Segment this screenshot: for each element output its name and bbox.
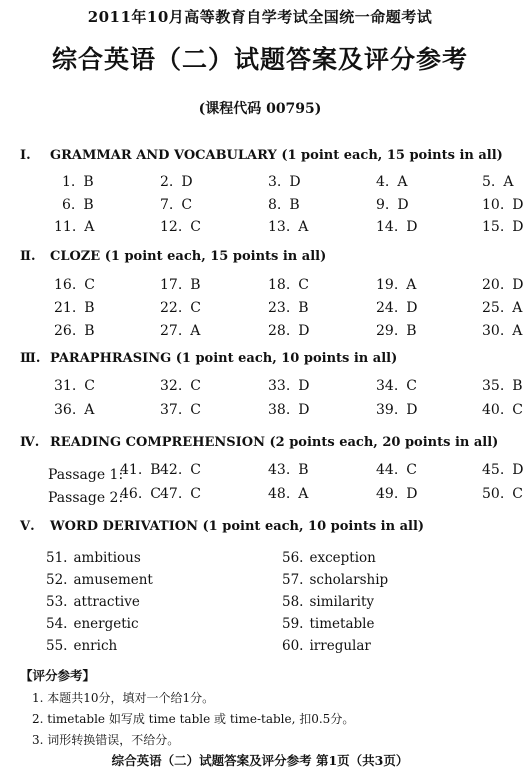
answer-letter: B	[289, 197, 300, 213]
answer-item	[376, 378, 417, 394]
derivation-item	[46, 594, 140, 610]
section-number: Ⅴ.	[20, 519, 35, 534]
question-number: 4.	[376, 174, 390, 190]
derived-word: energetic	[73, 616, 139, 632]
question-number: 55.	[46, 638, 68, 654]
note-item: 1. 本题共10分，填对一个给1分。	[32, 691, 215, 705]
derived-word: amusement	[73, 572, 153, 588]
answer-item	[268, 219, 308, 235]
passage-label-2: Passage 2:	[48, 490, 124, 506]
answer-letter: D	[397, 197, 409, 213]
answer-item	[376, 219, 418, 235]
answer-item	[160, 402, 201, 418]
answer-letter: A	[190, 323, 201, 339]
answer-letter: C	[190, 219, 201, 235]
derived-word: scholarship	[309, 572, 389, 588]
answer-item	[160, 219, 201, 235]
answer-letter: A	[397, 174, 408, 190]
derivation-item	[282, 638, 371, 654]
answer-item	[54, 300, 95, 316]
question-number: 49.	[376, 486, 399, 502]
question-number: 25.	[482, 300, 505, 316]
question-number: 58.	[282, 594, 304, 610]
question-number: 27.	[160, 323, 183, 339]
answer-letter: B	[84, 300, 95, 316]
answer-item	[54, 378, 95, 394]
question-number: 33.	[268, 378, 291, 394]
question-number: 39.	[376, 402, 399, 418]
question-number: 52.	[46, 572, 68, 588]
answer-item	[376, 300, 418, 316]
answer-item	[482, 174, 513, 190]
answer-item	[120, 462, 161, 478]
section-heading-2	[20, 249, 326, 264]
answer-item	[54, 219, 94, 235]
question-number: 34.	[376, 378, 399, 394]
question-number: 26.	[54, 323, 77, 339]
answer-item	[268, 323, 310, 339]
derivation-item	[46, 572, 153, 588]
answer-letter: B	[512, 378, 523, 394]
question-number: 36.	[54, 402, 77, 418]
derived-word: ambitious	[73, 550, 141, 566]
question-number: 45.	[482, 462, 505, 478]
question-number: 8.	[268, 197, 282, 213]
answer-item	[482, 277, 524, 293]
question-number: 42.	[160, 462, 183, 478]
section-title: GRAMMAR AND VOCABULARY (1 point each, 15 points in all)	[50, 148, 503, 163]
answer-letter: C	[190, 300, 201, 316]
answer-item	[376, 402, 418, 418]
course-code: (课程代码 00795)	[198, 101, 322, 117]
answer-item	[160, 197, 192, 213]
answer-letter: D	[512, 462, 524, 478]
answer-letter: D	[512, 277, 524, 293]
answer-item	[482, 219, 524, 235]
section-title: READING COMPREHENSION (2 points each, 20 points in all)	[50, 435, 499, 450]
answer-letter: B	[190, 277, 201, 293]
question-number: 38.	[268, 402, 291, 418]
answer-letter: D	[298, 378, 310, 394]
answer-letter: A	[512, 300, 523, 316]
question-number: 60.	[282, 638, 304, 654]
question-number: 31.	[54, 378, 77, 394]
question-number: 1.	[62, 174, 76, 190]
answer-letter: C	[150, 486, 161, 502]
question-number: 54.	[46, 616, 68, 632]
answer-letter: C	[84, 378, 95, 394]
section-title: WORD DERIVATION (1 point each, 10 points in all)	[50, 519, 425, 534]
answer-letter: B	[83, 197, 94, 213]
question-number: 5.	[482, 174, 496, 190]
derived-word: attractive	[73, 594, 140, 610]
answer-letter: A	[512, 323, 523, 339]
answer-item	[482, 462, 524, 478]
answer-letter: A	[406, 277, 417, 293]
answer-item	[160, 277, 201, 293]
answer-item	[268, 174, 301, 190]
answer-item	[268, 277, 309, 293]
question-number: 41.	[120, 462, 143, 478]
answer-item	[376, 174, 407, 190]
derivation-item	[282, 616, 374, 632]
answer-item	[268, 197, 300, 213]
answer-item	[268, 402, 310, 418]
question-number: 22.	[160, 300, 183, 316]
answer-item	[376, 197, 409, 213]
passage-label-1: Passage 1:	[48, 467, 124, 483]
page-title: 综合英语（二）试题答案及评分参考	[51, 45, 468, 74]
answer-letter: C	[84, 277, 95, 293]
answer-item	[482, 486, 523, 502]
answer-item	[268, 300, 309, 316]
derived-word: enrich	[73, 638, 118, 654]
question-number: 53.	[46, 594, 68, 610]
answer-letter: D	[512, 197, 524, 213]
section-number: Ⅱ.	[20, 249, 36, 264]
question-number: 20.	[482, 277, 505, 293]
question-number: 3.	[268, 174, 282, 190]
answer-item	[160, 174, 193, 190]
answer-letter: B	[150, 462, 161, 478]
answer-letter: B	[84, 323, 95, 339]
section-heading-1	[20, 148, 503, 163]
answer-item	[54, 402, 94, 418]
answer-item	[482, 378, 523, 394]
answer-item	[160, 486, 201, 502]
answer-item	[482, 197, 524, 213]
answer-letter: D	[406, 300, 418, 316]
question-number: 30.	[482, 323, 505, 339]
answer-item	[120, 486, 161, 502]
answer-item	[160, 378, 201, 394]
exam-header: 2011年10月高等教育自学考试全国统一命题考试	[87, 8, 433, 26]
page-footer: 综合英语（二）试题答案及评分参考 第1页（共3页）	[111, 753, 409, 768]
question-number: 15.	[482, 219, 505, 235]
answer-item	[376, 486, 418, 502]
question-number: 59.	[282, 616, 304, 632]
answer-item	[376, 462, 417, 478]
answer-letter: C	[190, 402, 201, 418]
section-heading-5	[20, 519, 424, 534]
answer-letter: C	[190, 378, 201, 394]
question-number: 46.	[120, 486, 143, 502]
question-number: 14.	[376, 219, 399, 235]
answer-letter: B	[406, 323, 417, 339]
question-number: 10.	[482, 197, 505, 213]
derivation-item	[46, 550, 141, 566]
answer-letter: A	[84, 219, 95, 235]
answer-letter: A	[298, 219, 309, 235]
question-number: 21.	[54, 300, 77, 316]
answer-letter: B	[298, 462, 309, 478]
answer-letter: C	[406, 378, 417, 394]
derivation-item	[46, 638, 117, 654]
note-item: 3. 词形转换错误，不给分。	[32, 733, 180, 747]
question-number: 17.	[160, 277, 183, 293]
answer-letter: D	[181, 174, 193, 190]
answer-letter: A	[84, 402, 95, 418]
question-number: 11.	[54, 219, 77, 235]
answer-letter: D	[512, 219, 524, 235]
derivation-item	[282, 550, 376, 566]
section-title: CLOZE (1 point each, 15 points in all)	[50, 249, 327, 264]
answer-letter: B	[298, 300, 309, 316]
derivation-item	[282, 572, 388, 588]
answer-letter: C	[181, 197, 193, 213]
answer-letter: A	[503, 174, 514, 190]
question-number: 43.	[268, 462, 291, 478]
answer-item	[54, 277, 95, 293]
question-number: 50.	[482, 486, 505, 502]
question-number: 18.	[268, 277, 291, 293]
note-item: 2. timetable 如写成 time table 或 time-table, 扣0.5分。	[32, 712, 355, 726]
answer-letter: D	[406, 402, 418, 418]
derived-word: exception	[309, 550, 376, 566]
section-title: PARAPHRASING (1 point each, 10 points in all)	[50, 351, 398, 366]
answer-item	[160, 323, 200, 339]
question-number: 24.	[376, 300, 399, 316]
answer-letter: C	[190, 486, 201, 502]
question-number: 19.	[376, 277, 399, 293]
derived-word: similarity	[309, 594, 375, 610]
answer-item	[482, 323, 522, 339]
section-number: Ⅲ.	[20, 351, 41, 366]
section-number: Ⅳ.	[20, 435, 40, 450]
question-number: 56.	[282, 550, 304, 566]
question-number: 57.	[282, 572, 304, 588]
answer-item	[376, 277, 416, 293]
question-number: 23.	[268, 300, 291, 316]
answer-item	[62, 174, 94, 190]
question-number: 28.	[268, 323, 291, 339]
question-number: 51.	[46, 550, 68, 566]
question-number: 29.	[376, 323, 399, 339]
question-number: 48.	[268, 486, 291, 502]
answer-letter: D	[406, 219, 418, 235]
question-number: 12.	[160, 219, 183, 235]
question-number: 13.	[268, 219, 291, 235]
derived-word: irregular	[309, 638, 371, 654]
answer-item	[62, 197, 94, 213]
question-number: 2.	[160, 174, 174, 190]
derivation-item	[282, 594, 374, 610]
answer-letter: D	[298, 323, 310, 339]
answer-letter: C	[406, 462, 417, 478]
section-heading-4	[20, 435, 498, 450]
question-number: 32.	[160, 378, 183, 394]
question-number: 16.	[54, 277, 77, 293]
answer-letter: D	[289, 174, 301, 190]
notes-title: 【评分参考】	[20, 668, 96, 683]
question-number: 47.	[160, 486, 183, 502]
answer-item	[54, 323, 95, 339]
question-number: 44.	[376, 462, 399, 478]
question-number: 7.	[160, 197, 174, 213]
derived-word: timetable	[309, 616, 375, 632]
answer-letter: A	[298, 486, 309, 502]
answer-item	[376, 323, 417, 339]
question-number: 37.	[160, 402, 183, 418]
answer-letter: C	[190, 462, 201, 478]
question-number: 40.	[482, 402, 505, 418]
question-number: 35.	[482, 378, 505, 394]
answer-letter: C	[512, 486, 523, 502]
section-number: Ⅰ.	[20, 148, 31, 163]
answer-item	[160, 300, 201, 316]
answer-item	[482, 402, 523, 418]
question-number: 6.	[62, 197, 76, 213]
answer-item	[482, 300, 522, 316]
derivation-item	[46, 616, 139, 632]
section-heading-3	[20, 351, 397, 366]
question-number: 9.	[376, 197, 390, 213]
answer-letter: B	[83, 174, 94, 190]
answer-item	[268, 462, 309, 478]
answer-item	[268, 378, 310, 394]
answer-letter: C	[298, 277, 309, 293]
answer-letter: D	[406, 486, 418, 502]
answer-letter: D	[298, 402, 310, 418]
answer-item	[160, 462, 201, 478]
answer-item	[268, 486, 308, 502]
answer-letter: C	[512, 402, 523, 418]
